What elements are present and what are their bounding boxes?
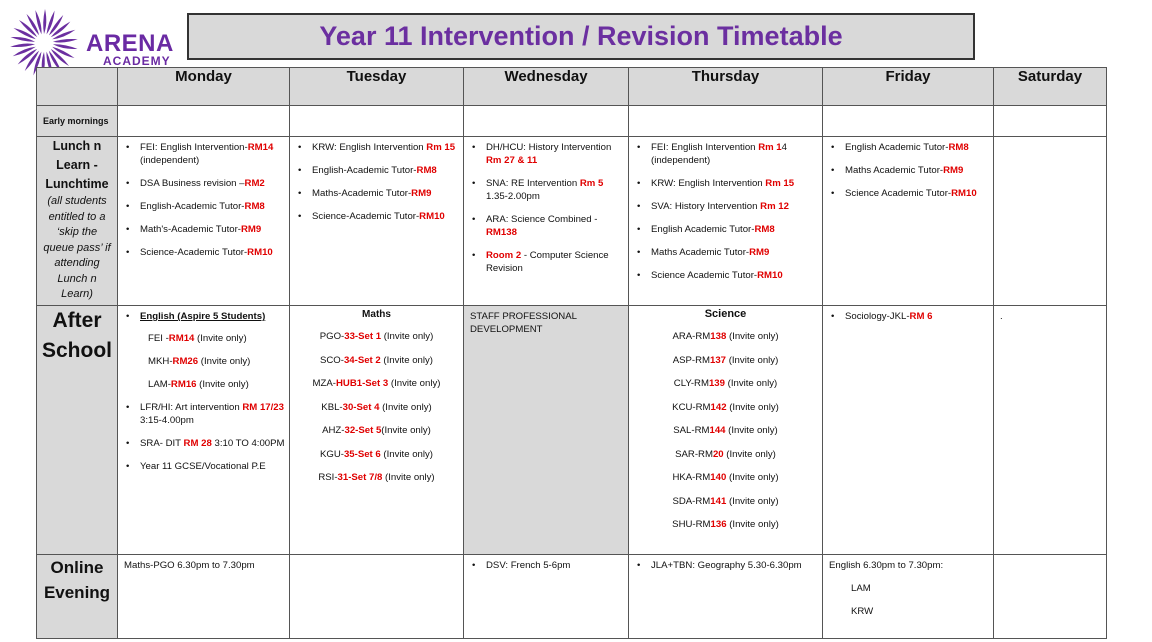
lunch-friday-list xyxy=(823,137,993,200)
after-friday xyxy=(823,306,994,555)
english-aspire-lines xyxy=(140,332,285,391)
after-saturday xyxy=(994,306,1107,555)
day-header-thursday: Thursday xyxy=(629,68,823,106)
room-label: RM10 xyxy=(951,188,977,199)
invite-group-line xyxy=(290,401,463,414)
item-text: SAR-RM xyxy=(675,448,713,460)
item-text: SAL-RM xyxy=(673,425,710,436)
item-text: FEI: English Intervention xyxy=(651,142,759,153)
logo-ray xyxy=(34,10,44,35)
room-label: RM26 xyxy=(172,356,199,367)
logo-ray xyxy=(46,10,56,35)
after-wednesday xyxy=(464,306,629,555)
item-text: ASP-RM xyxy=(672,354,711,366)
after-school-label-line: School xyxy=(41,339,112,362)
lunch-monday xyxy=(118,137,290,306)
lunch-wednesday-list xyxy=(464,137,628,275)
item-text: MKH- xyxy=(148,356,173,367)
lunch-label-text xyxy=(37,137,117,303)
list-item xyxy=(126,223,285,236)
room-label: RM14 xyxy=(168,333,195,344)
list-item: • DSV: French 5-6pm xyxy=(472,559,624,572)
day-header-saturday: Saturday xyxy=(994,68,1107,106)
room-label: HUB1-Set 3 xyxy=(335,378,389,389)
after-school-label xyxy=(37,306,118,555)
list-item xyxy=(472,177,624,203)
item-detail: (Invite only) xyxy=(382,472,435,483)
after-thursday xyxy=(629,306,823,555)
list-item xyxy=(298,210,459,223)
item-detail: (Invite only) xyxy=(198,356,251,367)
english-aspire-heading: English (Aspire 5 Students) xyxy=(140,311,266,322)
page-title: Year 11 Intervention / Revision Timetable xyxy=(319,21,843,51)
list-item xyxy=(298,164,459,177)
room-label: Room 2 xyxy=(486,250,522,261)
logo-name: ARENA xyxy=(86,30,174,57)
logo-ray xyxy=(43,9,46,34)
lunch-note-line: Learn) xyxy=(61,288,93,300)
item-detail: (Invite only) xyxy=(726,331,779,342)
english-aspire-line xyxy=(140,332,285,345)
item-detail: 4 (independent) xyxy=(651,142,787,166)
lunch-label-line: Learn - xyxy=(56,158,98,172)
item-text: PGO- xyxy=(319,331,345,342)
item-detail: (Invite only) xyxy=(726,401,779,413)
item-text: CLY-RM xyxy=(673,378,709,389)
room-label: Rm 15 xyxy=(765,178,795,189)
item-detail: (Invite only) xyxy=(726,354,779,366)
item-text: Science Academic Tutor- xyxy=(651,270,758,281)
item-detail: (Invite only) xyxy=(724,378,778,389)
room-label: RM9 xyxy=(749,247,770,258)
item-text: Maths Academic Tutor- xyxy=(651,247,750,258)
early-mornings-label: Early mornings xyxy=(37,106,118,137)
item-text: Science-Academic Tutor- xyxy=(140,247,248,258)
english-online-heading: English 6.30pm to 7.30pm: xyxy=(829,560,944,571)
list-item xyxy=(472,213,624,239)
room-label: RM9 xyxy=(943,165,964,176)
day-header-wednesday: Wednesday xyxy=(464,68,629,106)
lunch-label-line: Lunchtime xyxy=(45,177,109,191)
maths-lines xyxy=(290,330,463,484)
online-friday xyxy=(823,555,994,639)
item-text: Maths Academic Tutor- xyxy=(845,165,944,176)
teacher-name: LAM xyxy=(851,583,871,594)
list-item xyxy=(298,187,459,200)
list-item xyxy=(126,177,285,190)
item-detail: (Invite only) xyxy=(380,354,434,366)
list-item xyxy=(126,141,285,167)
item-detail: (Invite only) xyxy=(723,448,776,460)
invite-group-line xyxy=(290,448,463,461)
early-friday xyxy=(823,106,994,137)
list-item xyxy=(637,141,818,167)
after-tuesday xyxy=(290,306,464,555)
list-item xyxy=(126,310,285,391)
lunch-saturday xyxy=(994,137,1107,306)
item-text: DSA Business revision – xyxy=(140,178,245,189)
item-detail: 3:10 TO 4:00PM xyxy=(211,438,285,449)
room-label: 32-Set 5 xyxy=(344,425,382,436)
lunch-note-line: Lunch n xyxy=(57,272,97,285)
item-detail: (Invite only) xyxy=(726,519,779,530)
online-label-line: Online xyxy=(50,558,104,577)
maths-heading: Maths xyxy=(362,309,391,320)
item-text: English Academic Tutor- xyxy=(845,142,949,153)
room-label: RM10 xyxy=(757,270,783,281)
invite-group-line xyxy=(629,330,822,343)
room-label: 34-Set 2 xyxy=(343,354,381,366)
list-item xyxy=(831,141,989,154)
early-saturday xyxy=(994,106,1107,137)
lunch-note-line: attending xyxy=(54,257,100,269)
lunch-note-line: queue pass’ if xyxy=(43,241,111,254)
item-text: AHZ- xyxy=(322,425,345,436)
online-saturday xyxy=(994,555,1107,639)
room-label: Rm 12 xyxy=(760,201,789,212)
lunch-note-line: entitled to a xyxy=(48,210,106,223)
item-detail: (independent) xyxy=(140,155,200,166)
item-text: Year 11 GCSE/Vocational P.E xyxy=(140,461,266,472)
invite-group-line xyxy=(629,401,822,414)
item-detail: (Invite only) xyxy=(726,472,779,483)
room-label: Rm 5 xyxy=(579,178,604,189)
list-item xyxy=(637,269,818,282)
item-detail: 3:15-4.00pm xyxy=(140,415,194,426)
list-item xyxy=(637,246,818,259)
room-label: RM8 xyxy=(244,201,265,212)
room-label: 33-Set 1 xyxy=(344,331,382,342)
list-item xyxy=(126,200,285,213)
lunch-friday xyxy=(823,137,994,306)
early-wednesday xyxy=(464,106,629,137)
after-friday-list xyxy=(823,306,993,323)
item-text: RSI- xyxy=(318,472,338,483)
room-label: RM9 xyxy=(411,188,432,199)
list-item xyxy=(126,460,285,473)
room-label: RM 17/23 xyxy=(242,402,284,413)
item-text: Sociology-JKL- xyxy=(845,311,910,322)
lunch-thursday xyxy=(629,137,823,306)
item-text: FEI: English Intervention- xyxy=(140,142,248,153)
lunch-label-line: Lunch n xyxy=(52,139,102,153)
list-item: • JLA+TBN: Geography 5.30-6.30pm xyxy=(637,559,818,572)
invite-group-line xyxy=(629,354,822,367)
item-text: KRW: English Intervention xyxy=(312,142,427,153)
item-text: Math's-Academic Tutor- xyxy=(140,224,241,235)
online-tuesday xyxy=(290,555,464,639)
online-label-line: Evening xyxy=(43,583,111,602)
item-text: SNA: RE Intervention xyxy=(486,178,580,189)
after-monday-others xyxy=(118,401,289,473)
lunch-note-line: (all students xyxy=(47,195,107,207)
lunch-monday-list xyxy=(118,137,289,259)
room-label: 139 xyxy=(708,378,725,389)
staff-development-text: STAFF PROFESSIONAL DEVELOPMENT xyxy=(470,311,577,335)
after-monday xyxy=(118,306,290,555)
science-lines xyxy=(629,330,822,531)
invite-group-line xyxy=(290,377,463,390)
lunch-tuesday xyxy=(290,137,464,306)
title-banner xyxy=(187,13,975,60)
list-item xyxy=(472,249,624,275)
room-label: RM16 xyxy=(170,379,197,390)
item-detail: (Invite only) xyxy=(388,378,441,389)
online-thursday-list xyxy=(629,555,822,572)
invite-group-line xyxy=(290,471,463,484)
invite-group-line xyxy=(629,518,822,531)
list-item xyxy=(298,141,459,154)
room-label: RM8 xyxy=(416,165,437,176)
list-item xyxy=(831,187,989,200)
room-label: RM10 xyxy=(247,247,273,258)
day-header-friday: Friday xyxy=(823,68,994,106)
room-label: 136 xyxy=(710,519,727,530)
lunch-thursday-list xyxy=(629,137,822,282)
invite-group-line xyxy=(629,471,822,484)
item-detail: (Invite only) xyxy=(379,401,432,413)
room-label: 30-Set 4 xyxy=(342,401,380,413)
online-thursday xyxy=(629,555,823,639)
item-text: HKA-RM xyxy=(672,472,711,483)
room-label: 138 xyxy=(710,331,727,342)
list-item xyxy=(831,310,989,323)
item-detail: (Invite only) xyxy=(380,448,434,460)
room-label: 20 xyxy=(712,448,724,460)
item-text: SCO- xyxy=(319,354,344,366)
room-label: RM14 xyxy=(247,142,274,153)
list-item xyxy=(831,164,989,177)
english-aspire-line xyxy=(140,355,285,368)
room-label: 35-Set 6 xyxy=(343,448,381,460)
saturday-dot: . xyxy=(1000,311,1003,322)
lunch-note-line: ‘skip the xyxy=(56,226,98,238)
online-evening-row xyxy=(37,555,1107,639)
teacher-name: KRW xyxy=(851,606,874,617)
item-text: Maths-Academic Tutor- xyxy=(312,188,412,199)
room-label: RM8 xyxy=(948,142,969,153)
after-school-row xyxy=(37,306,1107,555)
online-wednesday xyxy=(464,555,629,639)
early-monday xyxy=(118,106,290,137)
room-label: RM8 xyxy=(754,224,775,235)
timetable xyxy=(36,67,1107,639)
maths-sets xyxy=(290,306,463,484)
room-label: Rm 1 xyxy=(758,142,782,153)
day-header-monday: Monday xyxy=(118,68,290,106)
after-monday-list xyxy=(118,306,289,391)
item-text: Science Academic Tutor- xyxy=(845,188,952,199)
online-monday-text: Maths-PGO 6.30pm to 7.30pm xyxy=(124,560,255,571)
english-aspire-line xyxy=(140,378,285,391)
list-item xyxy=(637,200,818,213)
online-wednesday-list xyxy=(464,555,628,572)
item-text: KCU-RM xyxy=(672,401,711,413)
item-text: KBL- xyxy=(321,401,343,413)
list-item xyxy=(126,246,285,259)
room-label: 31-Set 7/8 xyxy=(337,472,383,483)
item-detail: - Computer Science Revision xyxy=(486,250,609,274)
room-label: RM10 xyxy=(419,211,445,222)
item-detail: (Invite only) xyxy=(726,495,779,507)
early-mornings-row xyxy=(37,106,1107,137)
invite-group-line xyxy=(629,377,822,390)
item-detail: 1.35-2.00pm xyxy=(486,191,540,202)
invite-group-line xyxy=(629,495,822,508)
item-text: English Academic Tutor- xyxy=(651,224,755,235)
early-tuesday xyxy=(290,106,464,137)
item-text: LFR/HI: Art intervention xyxy=(140,402,243,413)
item-text: ARA: Science Combined - xyxy=(486,214,598,225)
science-groups xyxy=(629,306,822,531)
item-text: KRW: English Intervention xyxy=(651,178,766,189)
item-text: KGU- xyxy=(319,448,344,460)
list-item xyxy=(126,437,285,450)
after-school-label-line: After xyxy=(52,309,102,332)
room-label: RM9 xyxy=(241,224,262,235)
room-label: RM138 xyxy=(486,227,517,238)
room-label: 137 xyxy=(710,354,727,366)
invite-group-line xyxy=(629,448,822,461)
room-label: 142 xyxy=(710,401,727,413)
room-label: RM 6 xyxy=(909,311,933,322)
online-evening-label xyxy=(37,555,118,639)
lunch-row xyxy=(37,137,1107,306)
logo-sub: ACADEMY xyxy=(103,54,171,68)
list-item xyxy=(637,177,818,190)
invite-group-line xyxy=(629,424,822,437)
item-text: English-Academic Tutor- xyxy=(140,201,245,212)
lunch-wednesday xyxy=(464,137,629,306)
room-label: Rm 27 & 11 xyxy=(486,155,538,166)
item-text: FEI - xyxy=(148,333,169,344)
room-label: 144 xyxy=(709,425,726,436)
room-label: RM 28 xyxy=(183,438,212,449)
item-detail: (Invite only) xyxy=(381,425,431,436)
item-text: SRA- DIT xyxy=(140,438,184,449)
list-item xyxy=(637,223,818,236)
online-monday xyxy=(118,555,290,639)
early-thursday xyxy=(629,106,823,137)
invite-group-line xyxy=(290,354,463,367)
item-text: English-Academic Tutor- xyxy=(312,165,417,176)
item-text: ARA-RM xyxy=(672,331,711,342)
item-detail: (Invite only) xyxy=(381,331,434,342)
item-detail: (Invite only) xyxy=(196,379,249,390)
item-detail: (Invite only) xyxy=(194,333,247,344)
room-label: 141 xyxy=(710,495,727,507)
item-text: LAM- xyxy=(148,379,171,390)
item-text: Science-Academic Tutor- xyxy=(312,211,420,222)
room-label: Rm 15 xyxy=(426,142,456,153)
invite-group-line xyxy=(290,424,463,437)
science-heading: Science xyxy=(704,308,747,320)
room-label: RM2 xyxy=(244,178,265,189)
lunch-label xyxy=(37,137,118,306)
list-item xyxy=(472,141,624,167)
item-text: SDA-RM xyxy=(672,495,711,507)
item-text: MZA- xyxy=(312,378,336,389)
item-detail: (Invite only) xyxy=(725,425,778,436)
day-header-tuesday: Tuesday xyxy=(290,68,464,106)
lunch-tuesday-list xyxy=(290,137,463,223)
room-label: 140 xyxy=(710,472,727,483)
list-item xyxy=(126,401,285,427)
item-text: SHU-RM xyxy=(672,519,711,530)
item-text: DH/HCU: History Intervention xyxy=(486,142,612,153)
item-text: SVA: History Intervention xyxy=(651,201,761,212)
corner-cell xyxy=(37,68,118,106)
invite-group-line xyxy=(290,330,463,343)
day-header-row xyxy=(37,68,1107,106)
online-friday-text xyxy=(823,555,993,622)
